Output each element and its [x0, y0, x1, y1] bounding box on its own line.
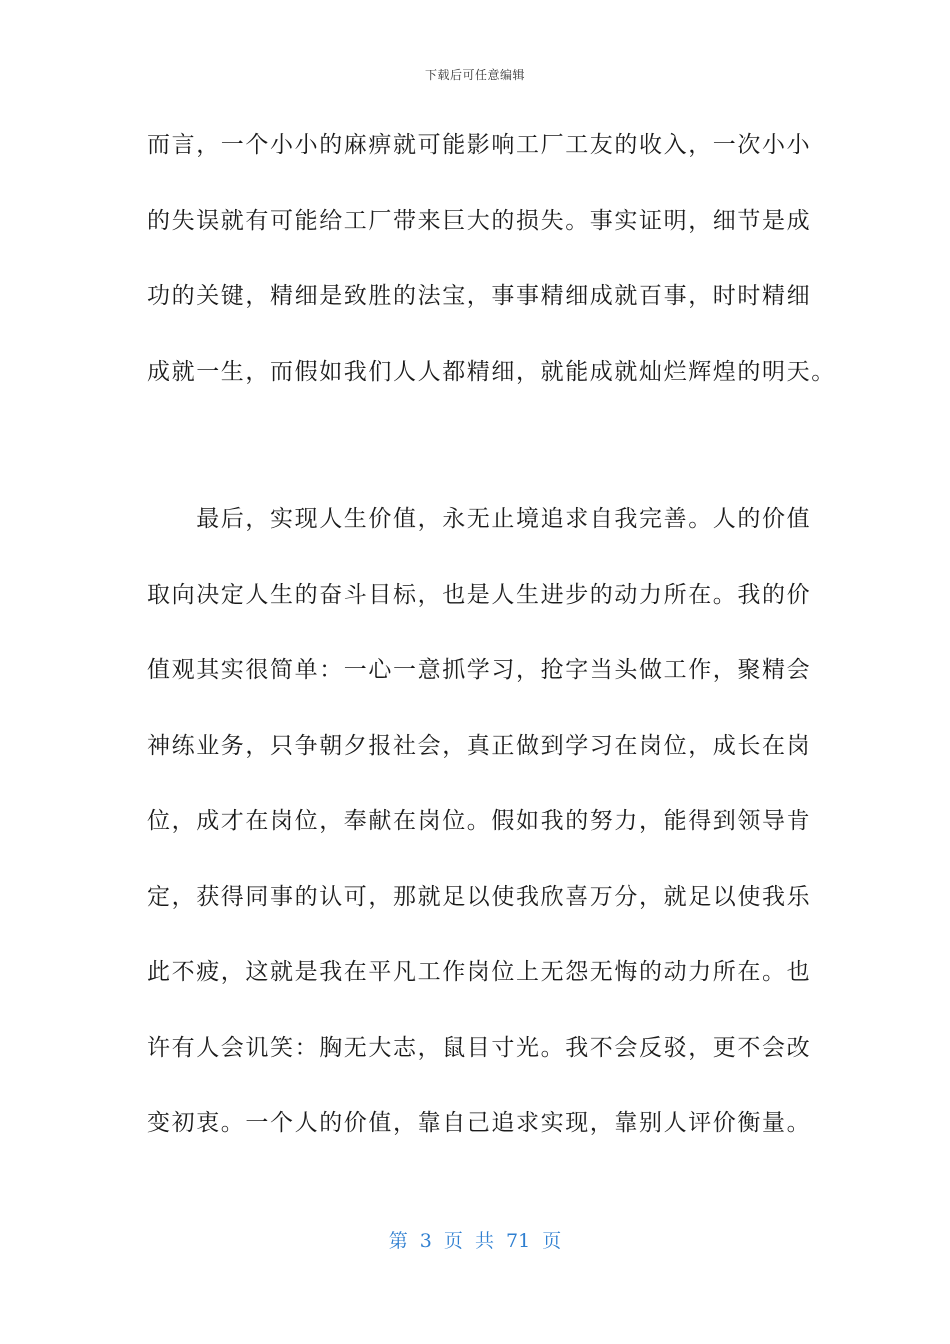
page-number-footer: 第 3 页 共 71 页	[388, 1230, 562, 1252]
text-line: 而言，一个小小的麻痹就可能影响工厂工友的收入，一次小小	[147, 132, 812, 158]
paragraph-2	[147, 482, 812, 1162]
page-header-note: 下载后可任意编辑	[424, 68, 525, 82]
text-line: 最后，实现人生价值，永无止境追求自我完善。人的价值	[147, 506, 812, 532]
text-line: 许有人会讥笑：胸无大志，鼠目寸光。我不会反驳，更不会改	[147, 1034, 812, 1061]
text-line: 变初衷。一个人的价值，靠自己追求实现，靠别人评价衡量。	[147, 1110, 812, 1136]
text-line: 此不疲，这就是我在平凡工作岗位上无怨无悔的动力所在。也	[147, 959, 812, 985]
text-line: 位，成才在岗位，奉献在岗位。假如我的努力，能得到领导肯	[147, 808, 812, 834]
text-line: 值观其实很简单：一心一意抓学习，抢字当头做工作，聚精会	[147, 657, 812, 683]
text-line: 定，获得同事的认可，那就足以使我欣喜万分，就足以使我乐	[147, 883, 812, 910]
text-line: 的失误就有可能给工厂带来巨大的损失。事实证明，细节是成	[147, 207, 812, 234]
text-line: 成就一生，而假如我们人人都精细，就能成就灿烂辉煌的明天。	[147, 358, 836, 385]
text-line: 取向决定人生的奋斗目标，也是人生进步的动力所在。我的价	[147, 581, 812, 608]
text-line: 神练业务，只争朝夕报社会，真正做到学习在岗位，成长在岗	[147, 732, 812, 759]
paragraph-1	[147, 108, 836, 410]
text-line: 功的关键，精细是致胜的法宝，事事精细成就百事，时时精细	[147, 283, 812, 309]
